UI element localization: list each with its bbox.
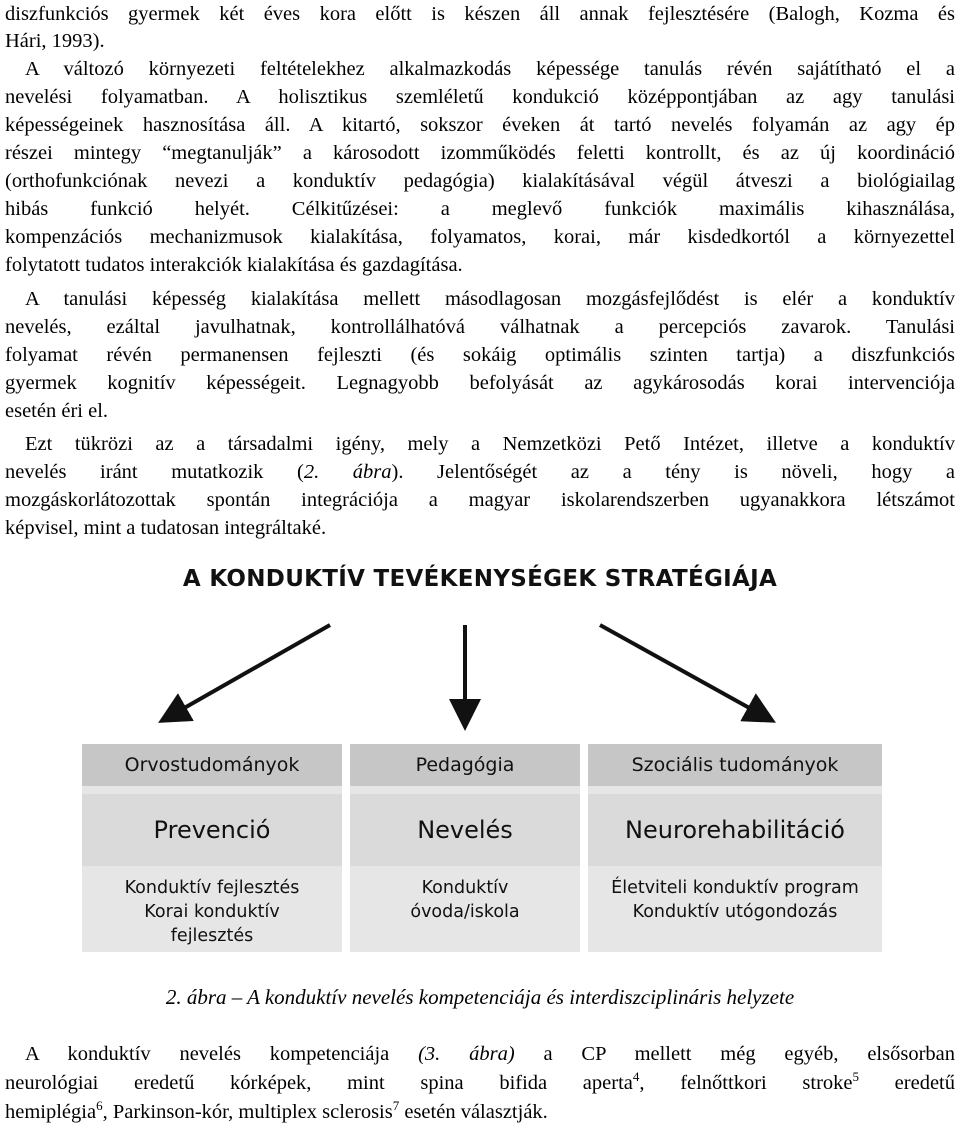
text-segment: , Parkinson-kór, multiplex sclerosis xyxy=(102,1101,393,1123)
column-header: Orvostudományok xyxy=(82,744,342,786)
text-line: nevelés, ezáltal javulhatnak, kontrollálhatóvá válhatnak a percepciós zavarok. Tanulási xyxy=(5,316,955,338)
column-item: Életviteli konduktív program xyxy=(611,878,859,898)
footnote-marker: 5 xyxy=(852,1069,859,1085)
text-line xyxy=(5,1040,955,1069)
column-items xyxy=(350,866,580,924)
column-focus: Nevelés xyxy=(350,794,580,866)
figure-title: A KONDUKTÍV TEVÉKENYSÉGEK STRATÉGIÁJA xyxy=(182,566,778,592)
footnote-marker: 6 xyxy=(96,1098,103,1114)
text-segment: A konduktív nevelés kompetenciája xyxy=(25,1043,419,1065)
figure-arrows xyxy=(0,600,960,740)
text-segment: neurológiai eredetű kórképek, mint spina bifida aperta xyxy=(5,1072,633,1094)
column-social-sciences xyxy=(588,744,882,952)
text-line: esetén éri el. xyxy=(5,400,109,422)
text-line: (orthofunkciónak nevezi a konduktív pedagógia) kialakításával végül átveszi a biológiailag xyxy=(5,170,955,192)
text-line: gyermek kognitív képességeit. Legnagyobb befolyását az agykárosodás korai intervenciója xyxy=(5,372,955,394)
text-segment: esetén választják. xyxy=(399,1101,548,1123)
text-line: folyamat révén permanensen fejleszti (és sokáig optimális szinten tartja) a diszfunkciós xyxy=(5,344,955,366)
footnote-marker: 7 xyxy=(392,1098,400,1114)
text-line: A változó környezeti feltételekhez alkalmazkodás képessége tanulás révén sajátítható el a xyxy=(25,58,955,80)
column-item: Korai konduktív xyxy=(144,902,280,922)
column-item: Konduktív fejlesztés xyxy=(124,878,300,898)
column-item: Konduktív xyxy=(421,878,509,898)
strategy-diagram xyxy=(82,744,882,952)
text-line: Hári, 1993). xyxy=(5,30,105,52)
column-focus: Neurorehabilitáció xyxy=(588,794,882,866)
text-line: hibás funkció helyét. Célkitűzései: a meglevő funkciók maximális kihasználása, xyxy=(5,198,955,220)
figure-reference: (3. ábra) xyxy=(418,1043,515,1065)
text-line: diszfunkciós gyermek két éves kora előtt is készen áll annak fejlesztésére (Balogh, Kozma és xyxy=(5,3,955,25)
footnote-marker: 4 xyxy=(632,1069,640,1085)
text-line: folytatott tudatos interakciók kialakítása és gazdagítása. xyxy=(5,254,463,276)
column-item: fejlesztés xyxy=(170,926,254,946)
text-line: mozgáskorlátozottak spontán integrációja a magyar iskolarendszerben ugyanakkora létszámot xyxy=(5,489,955,511)
text-line: részei mintegy “megtanulják” a károsodott izomműködés feletti kontrollt, és az új koordináció xyxy=(5,142,955,164)
column-focus: Prevenció xyxy=(82,794,342,866)
text-segment: eredetű xyxy=(859,1072,955,1094)
column-header: Szociális tudományok xyxy=(588,744,882,786)
text-segment: a CP mellett még egyéb, elsősorban xyxy=(514,1043,955,1065)
text-line: képességeinek hasznosítása áll. A kitartó, sokszor éveken át tartó nevelés folyamán az agy ép xyxy=(5,114,955,136)
arrow-right xyxy=(600,625,762,715)
text-line xyxy=(5,1098,955,1127)
text-line: nevelési folyamatban. A holisztikus szemléletű kondukció középpontjában az agy tanulási xyxy=(5,86,955,108)
column-item: óvoda/iskola xyxy=(410,902,520,922)
text-line: kompenzációs mechanizmusok kialakítása, folyamatos, korai, már kisdedkortól a környezettel xyxy=(5,226,955,248)
text-line-with-reference xyxy=(5,458,955,487)
text-segment: nevelés iránt mutatkozik ( xyxy=(5,461,304,483)
column-item: Konduktív utógondozás xyxy=(632,902,838,922)
column-items xyxy=(588,866,882,924)
figure-caption: 2. ábra – A konduktív nevelés kompetenciája és interdiszciplináris helyzete xyxy=(165,985,795,1009)
column-pedagogy xyxy=(350,744,580,952)
text-line: A tanulási képesség kialakítása mellett másodlagosan mozgásfejlődést is elér a konduktív xyxy=(25,288,955,310)
column-header: Pedagógia xyxy=(350,744,580,786)
text-line: Ezt tükrözi az a társadalmi igény, mely a Nemzetközi Pető Intézet, illetve a konduktív xyxy=(25,433,955,455)
arrow-left xyxy=(172,625,330,715)
text-segment: , felnőttkori stroke xyxy=(639,1072,853,1094)
column-items xyxy=(82,866,342,948)
text-segment: hemiplégia xyxy=(5,1101,97,1123)
column-medicine xyxy=(82,744,342,952)
text-line xyxy=(5,1069,955,1098)
text-segment: ). Jelentőségét az a tény is növeli, hogy a xyxy=(391,461,955,483)
text-line: képvisel, mint a tudatosan integráltaké. xyxy=(5,517,327,539)
figure-reference: 2. ábra xyxy=(303,461,392,483)
